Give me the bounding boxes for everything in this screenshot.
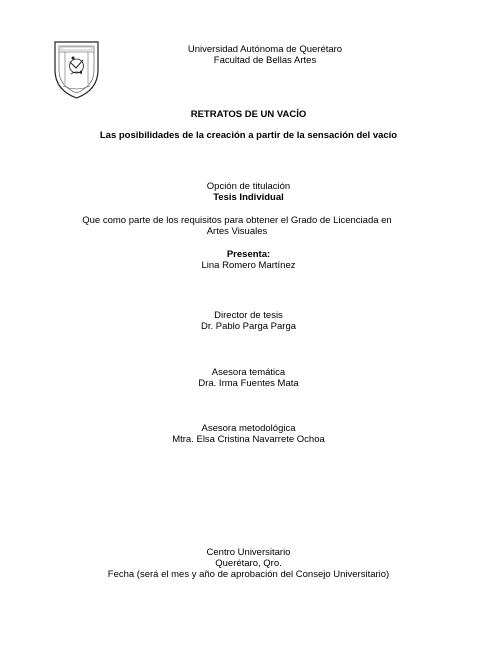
degree-purpose bbox=[72, 215, 402, 237]
degree-option bbox=[0, 181, 497, 203]
purpose-text: Que como parte de los requisitos para obtener el Grado de Licenciada en Artes Visuales bbox=[82, 215, 392, 237]
thesis-title: RETRATOS DE UN VACÍO bbox=[190, 109, 307, 120]
cover-footer bbox=[0, 547, 497, 580]
university-seal-icon bbox=[53, 40, 100, 100]
option-label: Opción de titulación bbox=[206, 181, 291, 192]
director-block bbox=[0, 310, 497, 332]
author-name: Lina Romero Martínez bbox=[201, 260, 296, 271]
thematic-advisor-name: Dra. Irma Fuentes Mata bbox=[198, 378, 299, 389]
author-block bbox=[0, 249, 497, 271]
methodological-advisor-block bbox=[0, 423, 497, 445]
methodological-advisor-name: Mtra. Elsa Cristina Navarrete Ochoa bbox=[172, 434, 325, 445]
option-value: Tesis Individual bbox=[213, 192, 284, 203]
thematic-advisor-block bbox=[0, 367, 497, 389]
author-label: Presenta: bbox=[226, 249, 271, 260]
thematic-advisor-label: Asesora temática bbox=[211, 367, 286, 378]
campus-name: Centro Universitario bbox=[206, 547, 291, 558]
university-name: Universidad Autónoma de Querétaro bbox=[187, 44, 343, 55]
director-name: Dr. Pablo Parga Parga bbox=[200, 321, 297, 332]
faculty-name: Facultad de Bellas Artes bbox=[213, 55, 317, 66]
methodological-advisor-label: Asesora metodológica bbox=[201, 423, 296, 434]
institution-header bbox=[150, 44, 380, 66]
city-name: Querétaro, Qro. bbox=[215, 558, 282, 569]
director-label: Director de tesis bbox=[214, 310, 283, 321]
approval-date: Fecha (será el mes y año de aprobación del Consejo Universitario) bbox=[107, 569, 390, 580]
thesis-subtitle: Las posibilidades de la creación a partir de la sensación del vacío bbox=[99, 130, 398, 141]
